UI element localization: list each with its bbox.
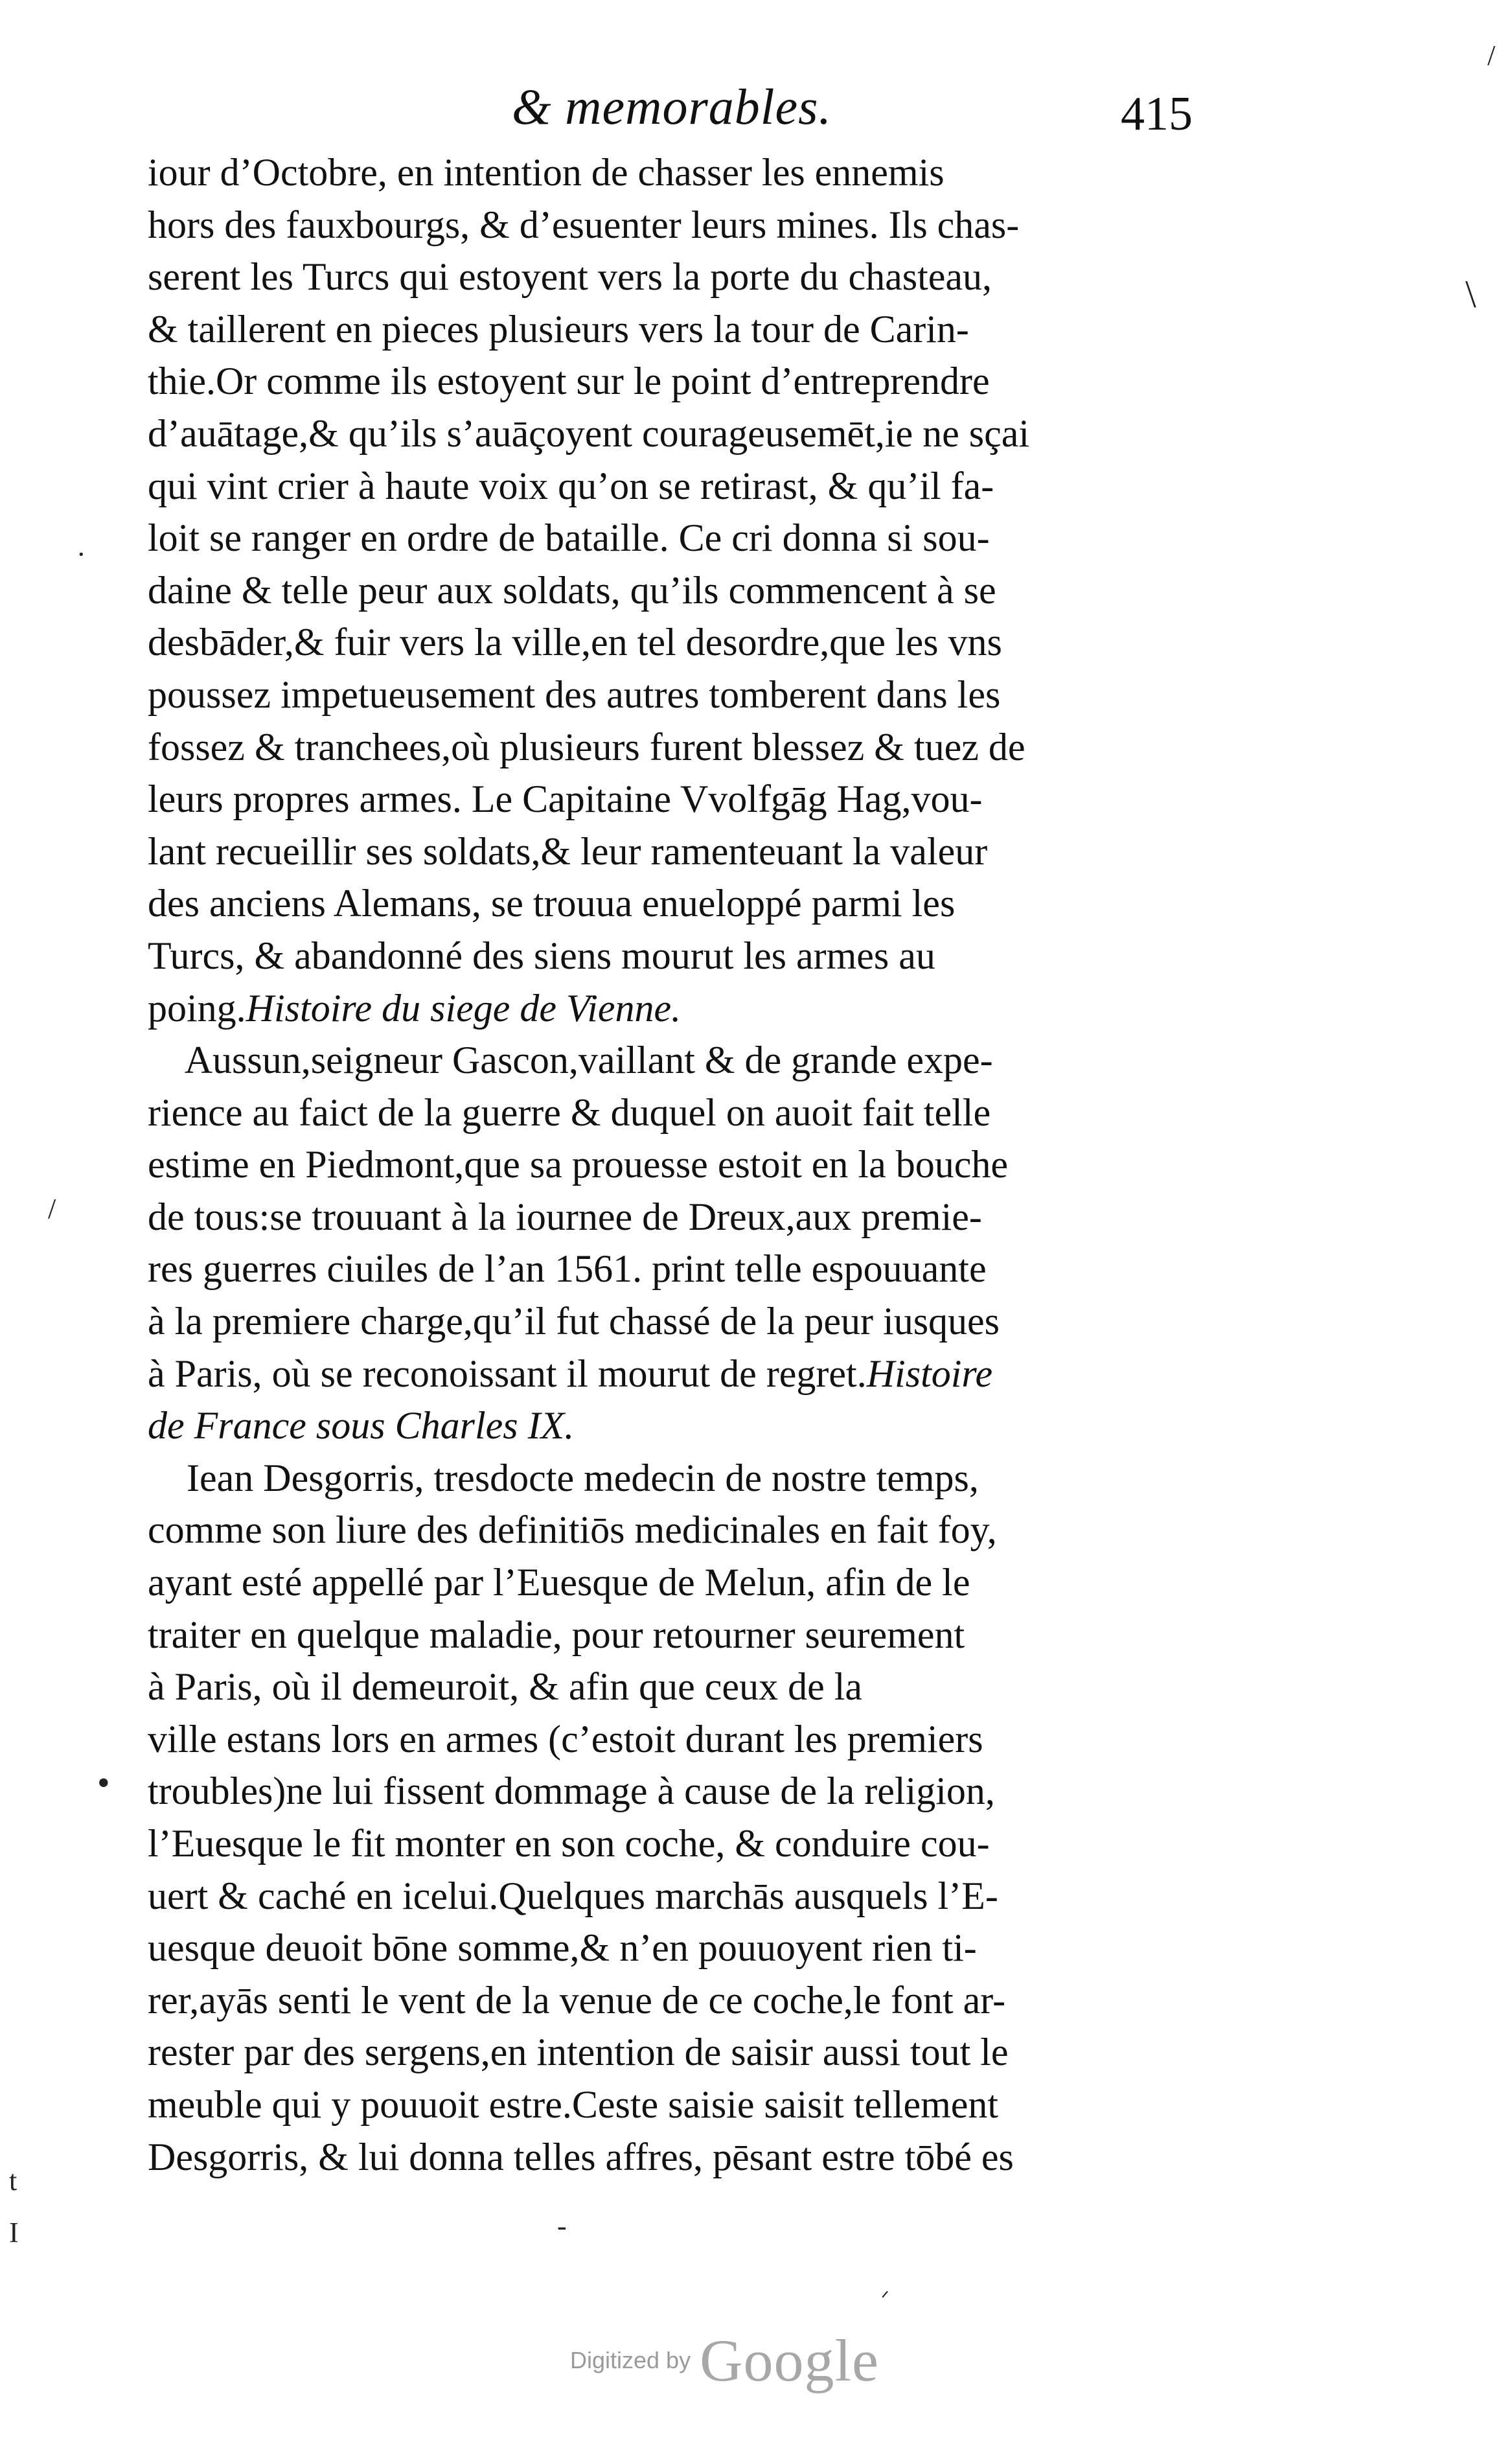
text-line: l’Euesque le fit monter en son coche, & conduire cou- xyxy=(148,1822,990,1865)
text-line: à la premiere charge,qu’il fut chassé de la peur iusques xyxy=(148,1300,1000,1343)
page-header xyxy=(0,78,1512,149)
scan-speck: • xyxy=(97,1763,110,1803)
text-line: poussez impetueusement des autres tomberent dans les xyxy=(148,673,1001,716)
text-line: uesque deuoit bōne somme,& n’en pouuoyent rien ti- xyxy=(148,1926,977,1970)
text-line: iour d’Octobre, en intention de chasser les ennemis xyxy=(148,151,945,194)
text-line: desbāder,& fuir vers la ville,en tel desordre,que les vns xyxy=(148,621,1002,664)
scan-speck: ᐟ xyxy=(881,2288,889,2309)
text-line: & taillerent en pieces plusieurs vers la tour de Carin- xyxy=(148,307,969,351)
text-line: Desgorris, & lui donna telles affres, pēsant estre tōbé es xyxy=(148,2135,1014,2178)
body-text xyxy=(148,146,1262,2183)
text-line: fossez & tranchees,où plusieurs furent blessez & tuez de xyxy=(148,725,1025,768)
google-logo: Google xyxy=(700,2327,879,2394)
text-line: thie.Or comme ils estoyent sur le point d’entreprendre xyxy=(148,360,990,403)
text-line: hors des fauxbourgs, & d’esuenter leurs mines. Ils chas- xyxy=(148,203,1020,246)
running-title: & memorables. xyxy=(512,78,832,135)
text-line: traiter en quelque maladie, pour retourner seurement xyxy=(148,1613,965,1656)
text-line: leurs propres armes. Le Capitaine Vvolfgāg Hag,vou- xyxy=(148,778,983,821)
scan-speck: · xyxy=(76,538,86,570)
citation-line: de France sous Charles IX. xyxy=(148,1404,575,1448)
paragraph-start-line: Aussun,seigneur Gascon,vaillant & de grande expe- xyxy=(148,1039,993,1082)
text-line: d’auātage,& qu’ils s’auāçoyent courageusemēt,ie ne sçai xyxy=(148,411,1030,455)
scan-speck: t xyxy=(9,2165,17,2197)
text-line: res guerres ciuiles de l’an 1561. print telle espouuante xyxy=(148,1247,987,1291)
text-line: comme son liure des definitiōs medicinales en fait foy, xyxy=(148,1508,997,1552)
scan-speck: I xyxy=(9,2217,19,2248)
text-line: rience au faict de la guerre & duquel on auoit fait telle xyxy=(148,1090,991,1134)
text-line: troubles)ne lui fissent dommage à cause de la religion, xyxy=(148,1770,995,1813)
text-line: qui vint crier à haute voix qu’on se retirast, & qu’il fa- xyxy=(148,464,994,507)
paragraph-start-line: Iean Desgorris, tresdocte medecin de nostre temps, xyxy=(148,1456,979,1499)
citation-line: à Paris, où se reconoissant il mourut de regret.Histoire xyxy=(148,1352,993,1395)
text-line: estime en Piedmont,que sa prouesse estoit en la bouche xyxy=(148,1143,1008,1186)
text-line: Turcs, & abandonné des siens mourut les armes au xyxy=(148,934,935,977)
scan-speck: / xyxy=(1487,40,1496,71)
digitized-footer xyxy=(570,2326,959,2394)
scan-speck: \ xyxy=(1465,273,1476,316)
scan-speck: / xyxy=(48,1193,56,1225)
text-line: ville estans lors en armes (c’estoit durant les premiers xyxy=(148,1717,983,1760)
text-line: uert & caché en icelui.Quelques marchās ausquels l’E- xyxy=(148,1874,998,1917)
text-line: meuble qui y pouuoit estre.Ceste saisie saisit tellement xyxy=(148,2082,999,2126)
text-line: serent les Turcs qui estoyent vers la porte du chasteau, xyxy=(148,255,992,299)
text-line: daine & telle peur aux soldats, qu’ils commencent à se xyxy=(148,568,996,612)
digitized-label: Digitized by xyxy=(570,2347,691,2373)
text-line: rer,ayās senti le vent de la venue de ce coche,le font ar- xyxy=(148,1978,1006,2022)
text-line: des anciens Alemans, se trouua enueloppé parmi les xyxy=(148,882,956,925)
page-number: 415 xyxy=(1121,87,1193,141)
citation-line: poing.Histoire du siege de Vienne. xyxy=(148,986,682,1030)
text-line: lant recueillir ses soldats,& leur ramenteuant la valeur xyxy=(148,829,988,873)
text-line: à Paris, où il demeuroit, & afin que ceux de la xyxy=(148,1665,862,1709)
text-line: ayant esté appellé par l’Euesque de Melun, afin de le xyxy=(148,1561,970,1604)
text-line: loit se ranger en ordre de bataille. Ce cri donna si sou- xyxy=(148,516,990,560)
scan-speck: - xyxy=(557,2210,567,2242)
text-line: rester par des sergens,en intention de saisir aussi tout le xyxy=(148,2031,1009,2074)
text-line: de tous:se trouuant à la iournee de Dreux,aux premie- xyxy=(148,1195,982,1238)
